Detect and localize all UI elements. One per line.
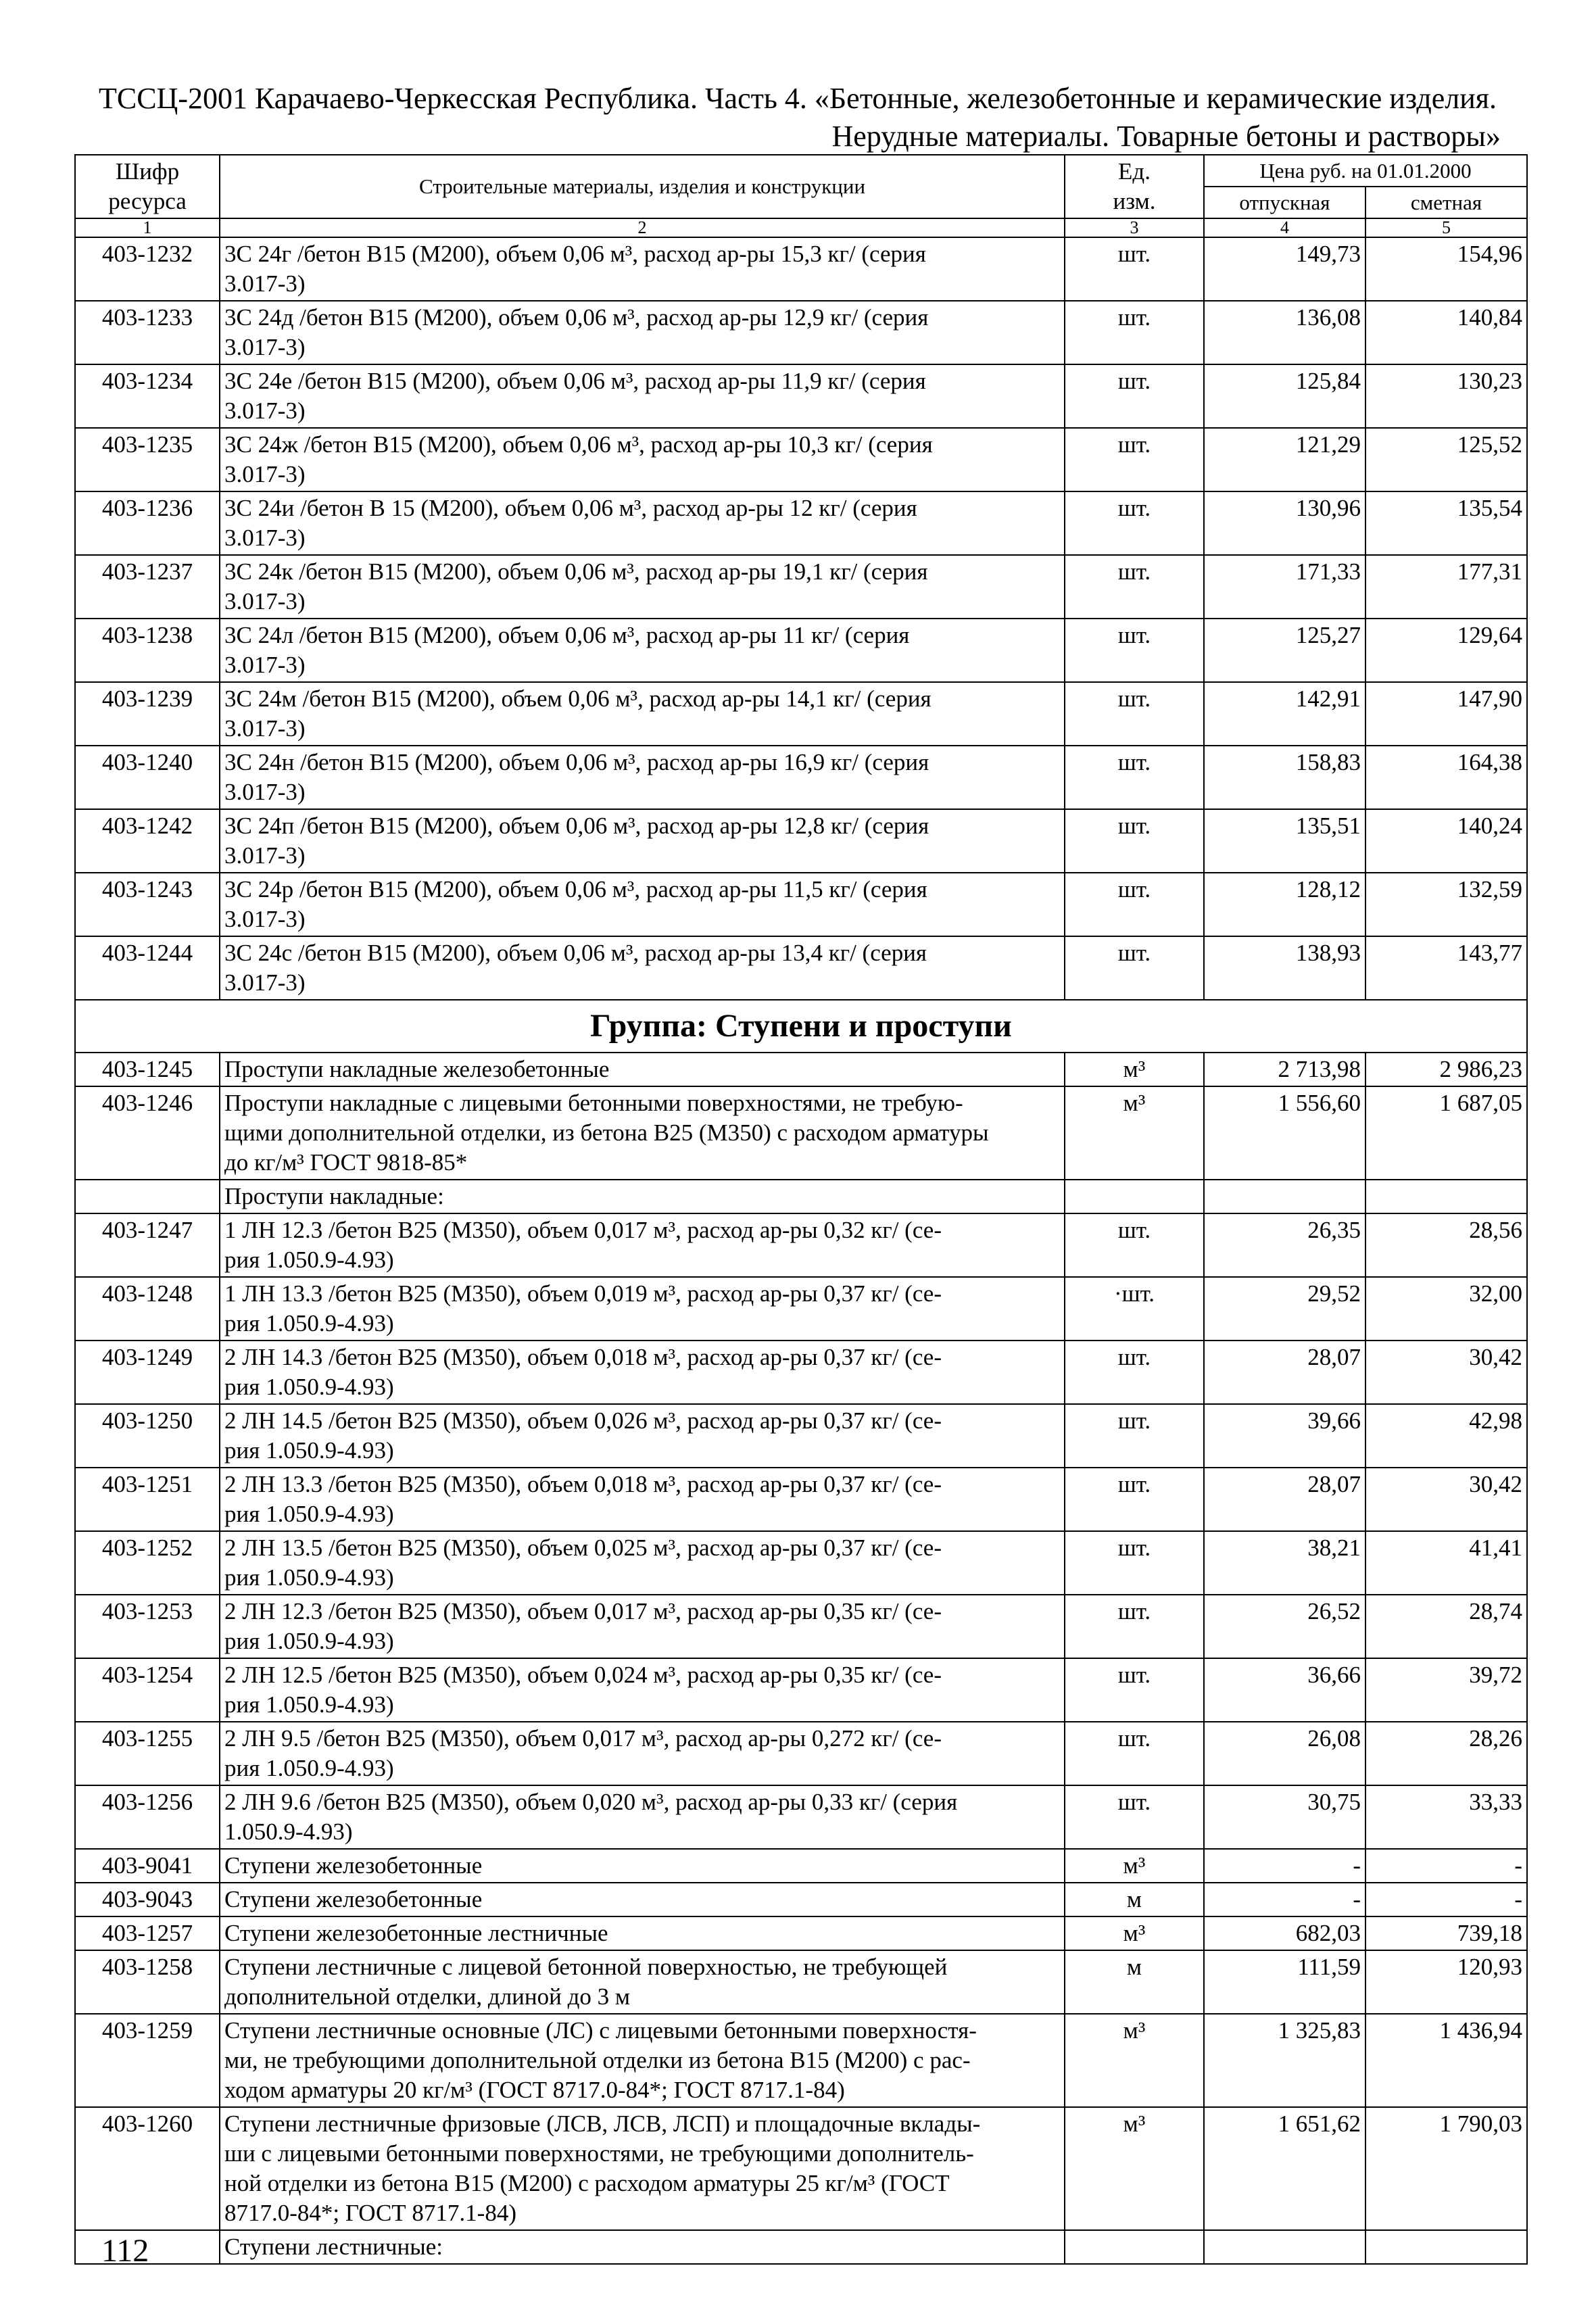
subheader-section-2	[75, 2230, 1527, 2264]
item-description: 3С 24е /бетон В15 (М200), объем 0,06 м³, расход ар-ры 11,9 кг/ (серия 3.017-3)	[220, 364, 1065, 428]
resource-code: 403-1233	[75, 301, 220, 364]
table-row	[75, 1213, 1527, 1277]
resource-code: 403-1254	[75, 1658, 220, 1722]
item-description: 2 ЛН 13.5 /бетон В25 (М350), объем 0,025 м³, расход ар-ры 0,37 кг/ (се- рия 1.050.9-4.93)	[220, 1531, 1065, 1595]
estimate-price: 120,93	[1365, 1950, 1527, 2014]
estimate-price: 143,77	[1365, 936, 1527, 1000]
release-price: 136,08	[1204, 301, 1365, 364]
table-row	[75, 1950, 1527, 2014]
release-price: 158,83	[1204, 746, 1365, 809]
unit-of-measure: м	[1065, 1950, 1204, 2014]
unit-of-measure: ·шт.	[1065, 1277, 1204, 1341]
resource-code: 403-1252	[75, 1531, 220, 1595]
release-price: 26,08	[1204, 1722, 1365, 1785]
table-row	[75, 682, 1527, 746]
group-row	[75, 1000, 1527, 1053]
item-description: 2 ЛН 9.6 /бетон В25 (М350), объем 0,020 м³, расход ар-ры 0,33 кг/ (серия 1.050.9-4.93)	[220, 1785, 1065, 1849]
table-row	[75, 809, 1527, 873]
table-row	[75, 428, 1527, 491]
release-price: 26,52	[1204, 1595, 1365, 1658]
release-price: 149,73	[1204, 237, 1365, 301]
unit-of-measure: шт.	[1065, 873, 1204, 936]
release-price: 29,52	[1204, 1277, 1365, 1341]
unit-of-measure: м³	[1065, 1849, 1204, 1883]
column-number-row	[75, 218, 1527, 237]
estimate-price: 125,52	[1365, 428, 1527, 491]
release-price: 142,91	[1204, 682, 1365, 746]
header-estimate: сметная	[1365, 187, 1527, 218]
estimate-price: 28,56	[1365, 1213, 1527, 1277]
subheader-label: Ступени лестничные:	[220, 2230, 1065, 2264]
release-price: 30,75	[1204, 1785, 1365, 1849]
table-row	[75, 1916, 1527, 1950]
item-description: 2 ЛН 14.3 /бетон В25 (М350), объем 0,018 м³, расход ар-ры 0,37 кг/ (се- рия 1.050.9-4.93)	[220, 1341, 1065, 1404]
release-price: 125,27	[1204, 619, 1365, 682]
item-description: 3С 24м /бетон В15 (М200), объем 0,06 м³, расход ар-ры 14,1 кг/ (серия 3.017-3)	[220, 682, 1065, 746]
resource-code: 403-1260	[75, 2107, 220, 2230]
release-price: 135,51	[1204, 809, 1365, 873]
table-row	[75, 491, 1527, 555]
unit-of-measure: шт.	[1065, 1213, 1204, 1277]
table-row	[75, 1053, 1527, 1086]
estimate-price: 39,72	[1365, 1658, 1527, 1722]
unit-of-measure: шт.	[1065, 1531, 1204, 1595]
resource-code: 403-1242	[75, 809, 220, 873]
resource-code: 403-1243	[75, 873, 220, 936]
header-price-group: Цена руб. на 01.01.2000	[1204, 155, 1527, 187]
resource-code: 403-1239	[75, 682, 220, 746]
resource-code: 403-9043	[75, 1883, 220, 1916]
item-description: Ступени железобетонные	[220, 1849, 1065, 1883]
resource-code: 403-1259	[75, 2014, 220, 2107]
unit-of-measure: шт.	[1065, 1341, 1204, 1404]
col-num-5: 5	[1365, 218, 1527, 237]
item-description: 3С 24д /бетон В15 (М200), объем 0,06 м³, расход ар-ры 12,9 кг/ (серия 3.017-3)	[220, 301, 1065, 364]
group-section	[75, 1000, 1527, 1053]
resource-code: 403-1234	[75, 364, 220, 428]
resource-code: 403-1258	[75, 1950, 220, 2014]
table-row	[75, 873, 1527, 936]
resource-code: 403-1250	[75, 1404, 220, 1468]
page-number: 112	[101, 2233, 149, 2269]
table-row	[75, 1883, 1527, 1916]
item-description: 3С 24л /бетон В15 (М200), объем 0,06 м³, расход ар-ры 11 кг/ (серия 3.017-3)	[220, 619, 1065, 682]
release-price: -	[1204, 1849, 1365, 1883]
document-header	[74, 80, 1521, 155]
estimate-price: 1 790,03	[1365, 2107, 1527, 2230]
table-row	[75, 1531, 1527, 1595]
table-body-tread-items	[75, 1213, 1527, 1849]
estimate-price: 140,84	[1365, 301, 1527, 364]
unit-of-measure: шт.	[1065, 491, 1204, 555]
release-price: 130,96	[1204, 491, 1365, 555]
item-description: 3С 24ж /бетон В15 (М200), объем 0,06 м³, расход ар-ры 10,3 кг/ (серия 3.017-3)	[220, 428, 1065, 491]
estimate-price: 42,98	[1365, 1404, 1527, 1468]
table-row	[75, 237, 1527, 301]
table-row	[75, 1086, 1527, 1180]
estimate-price: -	[1365, 1849, 1527, 1883]
resource-code: 403-1232	[75, 237, 220, 301]
unit-of-measure: шт.	[1065, 809, 1204, 873]
table-row	[75, 1341, 1527, 1404]
release-price: 125,84	[1204, 364, 1365, 428]
item-description: Проступи накладные железобетонные	[220, 1053, 1065, 1086]
item-description: 2 ЛН 12.5 /бетон В25 (М350), объем 0,024 м³, расход ар-ры 0,35 кг/ (се- рия 1.050.9-4.93)	[220, 1658, 1065, 1722]
release-price: 111,59	[1204, 1950, 1365, 2014]
release-price: 2 713,98	[1204, 1053, 1365, 1086]
subheader-row	[75, 2230, 1527, 2264]
estimate-price: 28,74	[1365, 1595, 1527, 1658]
table-row	[75, 1595, 1527, 1658]
table-row	[75, 936, 1527, 1000]
resource-code: 403-1256	[75, 1785, 220, 1849]
unit-of-measure: м³	[1065, 2107, 1204, 2230]
col-num-1: 1	[75, 218, 220, 237]
item-description: 2 ЛН 12.3 /бетон В25 (М350), объем 0,017 м³, расход ар-ры 0,35 кг/ (се- рия 1.050.9-4.93)	[220, 1595, 1065, 1658]
resource-code: 403-1245	[75, 1053, 220, 1086]
release-price: 682,03	[1204, 1916, 1365, 1950]
resource-code: 403-1235	[75, 428, 220, 491]
table-row	[75, 2014, 1527, 2107]
header-release: отпускная	[1204, 187, 1365, 218]
estimate-price: 129,64	[1365, 619, 1527, 682]
estimate-price: 154,96	[1365, 237, 1527, 301]
release-price: 26,35	[1204, 1213, 1365, 1277]
release-price: 36,66	[1204, 1658, 1365, 1722]
release-price: 28,07	[1204, 1468, 1365, 1531]
release-price: 1 325,83	[1204, 2014, 1365, 2107]
estimate-price: 32,00	[1365, 1277, 1527, 1341]
estimate-price: -	[1365, 1883, 1527, 1916]
unit-of-measure: шт.	[1065, 1404, 1204, 1468]
item-description: 2 ЛН 14.5 /бетон В25 (М350), объем 0,026 м³, расход ар-ры 0,37 кг/ (се- рия 1.050.9-4.93)	[220, 1404, 1065, 1468]
item-description: 1 ЛН 13.3 /бетон В25 (М350), объем 0,019 м³, расход ар-ры 0,37 кг/ (се- рия 1.050.9-4.93)	[220, 1277, 1065, 1341]
release-price: 138,93	[1204, 936, 1365, 1000]
table-row	[75, 1722, 1527, 1785]
table-row	[75, 1785, 1527, 1849]
unit-of-measure: м	[1065, 1883, 1204, 1916]
unit-of-measure: шт.	[1065, 936, 1204, 1000]
resource-code: 403-1238	[75, 619, 220, 682]
item-description: 3С 24к /бетон В15 (М200), объем 0,06 м³, расход ар-ры 19,1 кг/ (серия 3.017-3)	[220, 555, 1065, 619]
unit-of-measure: шт.	[1065, 1595, 1204, 1658]
estimate-price: 1 687,05	[1365, 1086, 1527, 1180]
col-num-3: 3	[1065, 218, 1204, 237]
resource-code: 403-1257	[75, 1916, 220, 1950]
col-num-4: 4	[1204, 218, 1365, 237]
resource-code: 403-1251	[75, 1468, 220, 1531]
table-body-steps	[75, 1849, 1527, 2230]
release-price: -	[1204, 1883, 1365, 1916]
release-price: 39,66	[1204, 1404, 1365, 1468]
resource-code: 403-1237	[75, 555, 220, 619]
unit-of-measure: шт.	[1065, 428, 1204, 491]
price-table	[74, 154, 1528, 2265]
release-price: 1 651,62	[1204, 2107, 1365, 2230]
estimate-price: 739,18	[1365, 1916, 1527, 1950]
table-row	[75, 619, 1527, 682]
resource-code: 403-1236	[75, 491, 220, 555]
unit-of-measure: шт.	[1065, 619, 1204, 682]
item-description: 2 ЛН 13.3 /бетон В25 (М350), объем 0,018 м³, расход ар-ры 0,37 кг/ (се- рия 1.050.9-4.93)	[220, 1468, 1065, 1531]
item-description: 3С 24с /бетон В15 (М200), объем 0,06 м³, расход ар-ры 13,4 кг/ (серия 3.017-3)	[220, 936, 1065, 1000]
estimate-price: 2 986,23	[1365, 1053, 1527, 1086]
item-description: 3С 24и /бетон В 15 (М200), объем 0,06 м³, расход ар-ры 12 кг/ (серия 3.017-3)	[220, 491, 1065, 555]
resource-code: 403-1255	[75, 1722, 220, 1785]
unit-of-measure: м³	[1065, 1086, 1204, 1180]
table-row	[75, 746, 1527, 809]
resource-code: 403-1246	[75, 1086, 220, 1180]
release-price: 171,33	[1204, 555, 1365, 619]
table-row	[75, 555, 1527, 619]
resource-code: 403-1240	[75, 746, 220, 809]
estimate-price: 132,59	[1365, 873, 1527, 936]
unit-of-measure: шт.	[1065, 746, 1204, 809]
unit-of-measure: шт.	[1065, 1722, 1204, 1785]
estimate-price: 147,90	[1365, 682, 1527, 746]
resource-code: 403-1253	[75, 1595, 220, 1658]
estimate-price: 41,41	[1365, 1531, 1527, 1595]
unit-of-measure: м³	[1065, 1053, 1204, 1086]
release-price: 1 556,60	[1204, 1086, 1365, 1180]
header-title-line1: ТССЦ-2001 Карачаево-Черкесская Республика. Часть 4. «Бетонные, железобетонные и керамические изделия.	[98, 82, 1497, 115]
item-description: 3С 24р /бетон В15 (М200), объем 0,06 м³, расход ар-ры 11,5 кг/ (серия 3.017-3)	[220, 873, 1065, 936]
resource-code: 403-9041	[75, 1849, 220, 1883]
item-description: 3С 24г /бетон В15 (М200), объем 0,06 м³, расход ар-ры 15,3 кг/ (серия 3.017-3)	[220, 237, 1065, 301]
header-title-line2: Нерудные материалы. Товарные бетоны и растворы»	[831, 120, 1501, 153]
estimate-price: 30,42	[1365, 1468, 1527, 1531]
estimate-price: 140,24	[1365, 809, 1527, 873]
item-description: Проступи накладные с лицевыми бетонными поверхностями, не требую- щими дополнительной отделки, из бетона В25 (М350) с расходом арматуры до кг/м³ ГОСТ 9818-85*	[220, 1086, 1065, 1180]
estimate-price: 33,33	[1365, 1785, 1527, 1849]
release-price: 28,07	[1204, 1341, 1365, 1404]
item-description: 3С 24н /бетон В15 (М200), объем 0,06 м³, расход ар-ры 16,9 кг/ (серия 3.017-3)	[220, 746, 1065, 809]
header-name: Строительные материалы, изделия и конструкции	[220, 155, 1065, 218]
unit-of-measure: шт.	[1065, 682, 1204, 746]
group-title: Группа: Ступени и проступи	[75, 1000, 1527, 1053]
table-row	[75, 1849, 1527, 1883]
unit-of-measure: шт.	[1065, 237, 1204, 301]
item-description: 1 ЛН 12.3 /бетон В25 (М350), объем 0,017 м³, расход ар-ры 0,32 кг/ (се- рия 1.050.9-4.93)	[220, 1213, 1065, 1277]
estimate-price: 30,42	[1365, 1341, 1527, 1404]
estimate-price: 1 436,94	[1365, 2014, 1527, 2107]
release-price: 128,12	[1204, 873, 1365, 936]
item-description: 3С 24п /бетон В15 (М200), объем 0,06 м³, расход ар-ры 12,8 кг/ (серия 3.017-3)	[220, 809, 1065, 873]
unit-of-measure: шт.	[1065, 1658, 1204, 1722]
item-description: Ступени железобетонные	[220, 1883, 1065, 1916]
subheader-label: Проступи накладные:	[220, 1180, 1065, 1213]
table-row	[75, 1658, 1527, 1722]
table-row	[75, 301, 1527, 364]
header-code: Шифр ресурса	[75, 155, 220, 218]
item-description: Ступени железобетонные лестничные	[220, 1916, 1065, 1950]
col-num-2: 2	[220, 218, 1065, 237]
estimate-price: 135,54	[1365, 491, 1527, 555]
resource-code: 403-1244	[75, 936, 220, 1000]
unit-of-measure: шт.	[1065, 1785, 1204, 1849]
table-row	[75, 2107, 1527, 2230]
release-price: 121,29	[1204, 428, 1365, 491]
resource-code: 403-1247	[75, 1213, 220, 1277]
estimate-price: 177,31	[1365, 555, 1527, 619]
header-unit: Ед. изм.	[1065, 155, 1204, 218]
item-description: Ступени лестничные основные (ЛС) с лицевыми бетонными поверхностя- ми, не требующими дополнительной отделки из бетона В15 (М200) с рас- ходом арматуры 20 кг/м³ (ГОСТ 8717.0-84*; ГОСТ 8717.1-84)	[220, 2014, 1065, 2107]
unit-of-measure: м³	[1065, 2014, 1204, 2107]
unit-of-measure: шт.	[1065, 555, 1204, 619]
subheader-row	[75, 1180, 1527, 1213]
estimate-price: 130,23	[1365, 364, 1527, 428]
estimate-price: 28,26	[1365, 1722, 1527, 1785]
table-row	[75, 1404, 1527, 1468]
estimate-price: 164,38	[1365, 746, 1527, 809]
table-row	[75, 1468, 1527, 1531]
table-row	[75, 1277, 1527, 1341]
unit-of-measure: м³	[1065, 1916, 1204, 1950]
release-price: 38,21	[1204, 1531, 1365, 1595]
item-description: Ступени лестничные с лицевой бетонной поверхностью, не требующей дополнительной отделки, длиной до 3 м	[220, 1950, 1065, 2014]
table-body-treads	[75, 1053, 1527, 1180]
table-header-row	[75, 155, 1527, 187]
resource-code: 403-1249	[75, 1341, 220, 1404]
item-description: 2 ЛН 9.5 /бетон В25 (М350), объем 0,017 м³, расход ар-ры 0,272 кг/ (се- рия 1.050.9-4.93)	[220, 1722, 1065, 1785]
item-description: Ступени лестничные фризовые (ЛСВ, ЛСВ, ЛСП) и площадочные вклады- ши с лицевыми бетонными поверхностями, не требующими дополнитель- ной отделки из бетона В15 (М200) с расходом арматуры 25 кг/м³ (ГОСТ 8717.0-84*; ГОСТ 8717.1-84)	[220, 2107, 1065, 2230]
table-row	[75, 364, 1527, 428]
unit-of-measure: шт.	[1065, 1468, 1204, 1531]
subheader-section-1	[75, 1180, 1527, 1213]
resource-code: 403-1248	[75, 1277, 220, 1341]
unit-of-measure: шт.	[1065, 364, 1204, 428]
unit-of-measure: шт.	[1065, 301, 1204, 364]
table-body-products	[75, 237, 1527, 1000]
